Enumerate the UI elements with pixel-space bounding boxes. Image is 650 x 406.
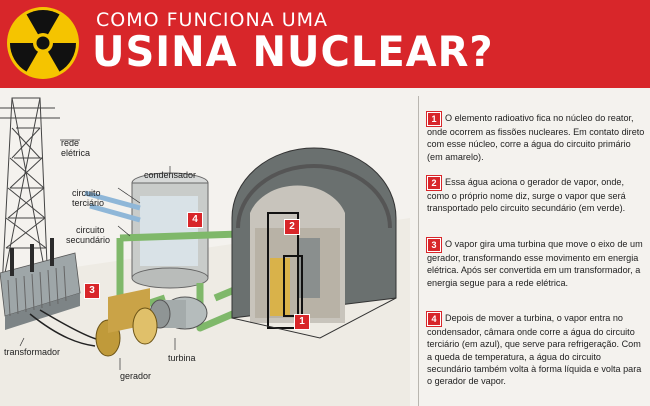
step-badge: 4 [427,312,441,326]
label-eletrica: elétrica [61,148,91,158]
step-badge: 3 [427,238,441,252]
step-text: O elemento radioativo fica no núcleo do reator, onde ocorrem as fissões nucleares. Em contato direto com esse núcleo, corre a água do circuito primário (em amarelo). [427,113,645,162]
condenser-tank [132,173,208,288]
steps-panel [418,96,650,406]
step-3 [427,238,647,289]
label-rede: rede [61,138,80,148]
header-banner [0,0,650,88]
page-title: USINA NUCLEAR? [92,28,494,77]
step-badge: 2 [427,176,441,190]
step-4 [427,312,647,387]
badge-2: 2 [284,219,300,235]
label-gerador: gerador [120,371,152,381]
label-circuito-secundario-1: circuito [76,225,105,235]
badge-3: 3 [84,283,100,299]
label-condensador: condensador [144,170,197,180]
turbine [150,297,207,329]
radiation-icon [6,6,80,80]
badge-4: 4 [187,212,203,228]
label-circuito-terciario-1: circuito [72,188,101,198]
step-badge: 1 [427,112,441,126]
label-terciario: terciário [72,198,105,208]
label-transformador: transformador [4,347,61,357]
power-plant-illustration [0,88,410,406]
title-top: COMO FUNCIONA UMA [96,9,329,31]
step-text: O vapor gira uma turbina que move o eixo de um gerador, transformando esse movimento em energia elétrica. Após ser convertida em um transformador, a energia segue para a rede elétrica. [427,239,643,288]
step-2 [427,176,647,215]
badge-1: 1 [294,314,310,330]
step-1 [427,112,647,163]
label-turbina: turbina [168,353,196,363]
label-secundario: secundário [66,235,111,245]
step-text: Depois de mover a turbina, o vapor entra no condensador, câmara onde corre a água do circuito terciário (em azul), que serve para refrigeração. Com a queda de temperatura, a água do circuito secundário também volta à forma líquida e volta para o gerador de vapor. [427,313,642,387]
step-text: Essa água aciona o gerador de vapor, onde, como o próprio nome diz, surge o vapor que será transportado pelo circuito secundário (em verde). [427,177,626,214]
